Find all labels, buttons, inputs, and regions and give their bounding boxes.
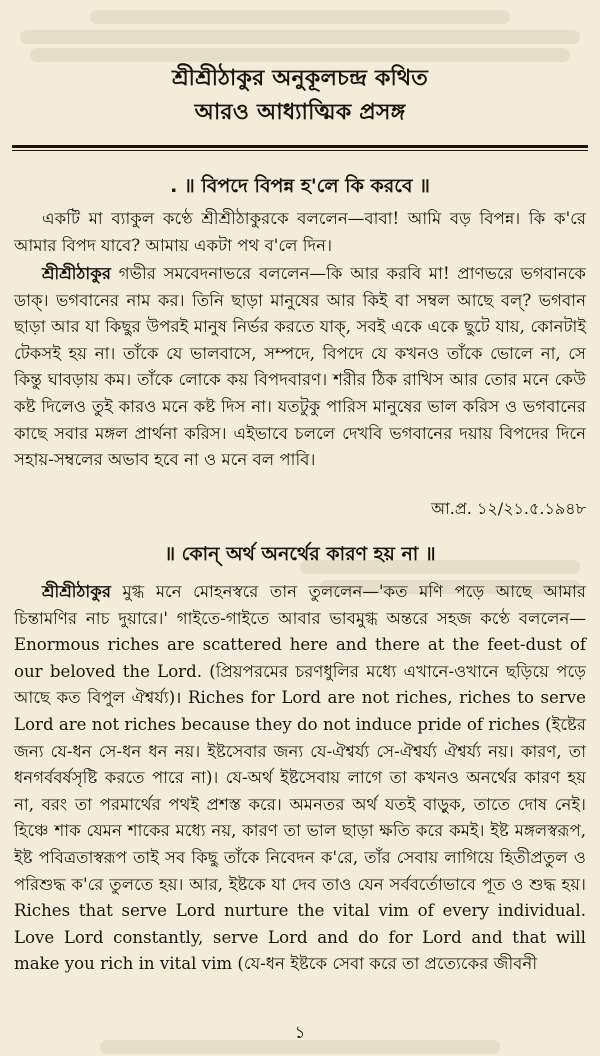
- speaker-name: শ্রীশ্রীঠাকুর: [42, 263, 111, 283]
- section-2-paragraph: [14, 578, 586, 978]
- paragraph-text: মুগ্ধ মনে মোহনস্বরে তান তুললেন—'কত মণি পড়ে আছে আমার চিন্তামণির নাচ দুয়ারে।' গাইতে-গাইতে আবার ভাবমুগ্ধ অন্তরে সহজ কণ্ঠে বললেন—Enormous riches are scattered here and there at the feet-dust of our beloved the Lord. (প্রিয়পরমের চরণধুলির মধ্যে এখানে-ওখানে ছড়িয়ে পড়ে আছে কত বিপুল ঐশ্বর্য্য)। Riches for Lord are not riches, riches to serve Lord are not riches because they do not induce pride of riches (ইষ্টের জন্য যে-ধন সে-ধন ধন নয়। ইষ্টসেবার জন্য যে-ঐশ্বর্য্য সে-ঐশ্বর্য্য ঐশ্বর্য্য নয়। কারণ, তা ধনগর্ববর্ষসৃষ্টি করতে পারে না)। যে-অর্থ ইষ্টসেবায় লাগে তা কখনও অনর্থের কারণ হয় না, বরং তা পরমার্থের পথই প্রশস্ত করে। অমনতর অর্থ যতই বাড়ুক, তাতে দোষ নেই। হিঞ্চে শাক যেমন শাকের মধ্যে নয়, কারণ তা ভাল ছাড়া ক্ষতি করে কমই। ইষ্ট মঙ্গলস্বরূপ, ইষ্ট পবিত্রতাস্বরূপ তাই সব কিছু তাঁকে নিবেদন ক'রে, তাঁর সেবায় লাগিয়ে হিতীপ্রতুল ও পরিশুদ্ধ ক'রে তুলতে হয়। আর, ইষ্টকে যা দেব তাও যেন সর্ববর্তোভাবে পূত ও শুদ্ধ হয়। Riches that serve Lord nurture the vital vim of every individual. Love Lord constantly, serve Lord and do for Lord and that will make you rich in vital vim (যে-ধন ইষ্টকে সেবা করে তা প্রত্যেকের জীবনী: [14, 582, 586, 974]
- chapter-title: [0, 62, 600, 130]
- title-line-1: শ্রীশ্রীঠাকুর অনুকূলচন্দ্র কথিত: [172, 66, 428, 91]
- speaker-name: শ্রীশ্রীঠাকুর: [42, 581, 111, 601]
- source-reference: আ.প্র. ১২/২১.৫.১৯৪৮: [431, 499, 586, 518]
- title-rule-thick: [12, 145, 588, 148]
- paragraph-text: গভীর সমবেদনাভরে বললেন—কি আর করবি মা! প্রাণভরে ভগবানকে ডাক্‌। ভগবানের নাম কর। তিনি ছাড়া মানুষের আর কিই বা সম্বল আছে বল্‌? ভগবান ছাড়া আর যা কিছুর উপরই মানুষ নির্ভর করতে যাক্‌, সবই একে একে ছুটে যায়, কোনটাই টেকসই হয় না। তাঁকে যে ভালবাসে, সম্পদে, বিপদে যে কখনও তাঁকে ভোলে না, সে কিন্তু ঘাবড়ায় কম। তাঁকে লোকে কয় বিপদবারণ। শরীর ঠিক রাখিস আর তোর মনে কেউ কষ্ট দিলেও তুই কারও মনে কষ্ট দিস না। যতটুকু পারিস মানুষের ভাল করিস ও ভগবানের কাছে সবার মঙ্গল প্রার্থনা করিস। এইভাবে চললে দেখবি ভগবানের দয়ায় বিপদের দিনে সহায়-সম্বলের অভাব হবে না ও মনে বল পাবি।: [14, 264, 586, 470]
- page-number: ১: [294, 1023, 306, 1043]
- title-rule-thin: [12, 150, 588, 151]
- section-2-heading: ॥ কোন্‌ অর্থ অনর্থের কারণ হয় না ॥: [164, 543, 436, 565]
- section-1-heading: . ॥ বিপদে বিপন্ন হ'লে কি করবে ॥: [170, 175, 430, 197]
- section-1-paragraph-1: একটি মা ব্যাকুল কণ্ঠে শ্রীশ্রীঠাকুরকে বললেন—বাবা! আমি বড় বিপন্ন। কি ক'রে আমার বিপদ যাবে? আমায় একটা পথ ব'লে দিন।: [14, 209, 586, 255]
- section-1-paragraph-2: [14, 260, 586, 474]
- title-line-2: আরও আধ্যাত্মিক প্রসঙ্গ: [194, 100, 406, 125]
